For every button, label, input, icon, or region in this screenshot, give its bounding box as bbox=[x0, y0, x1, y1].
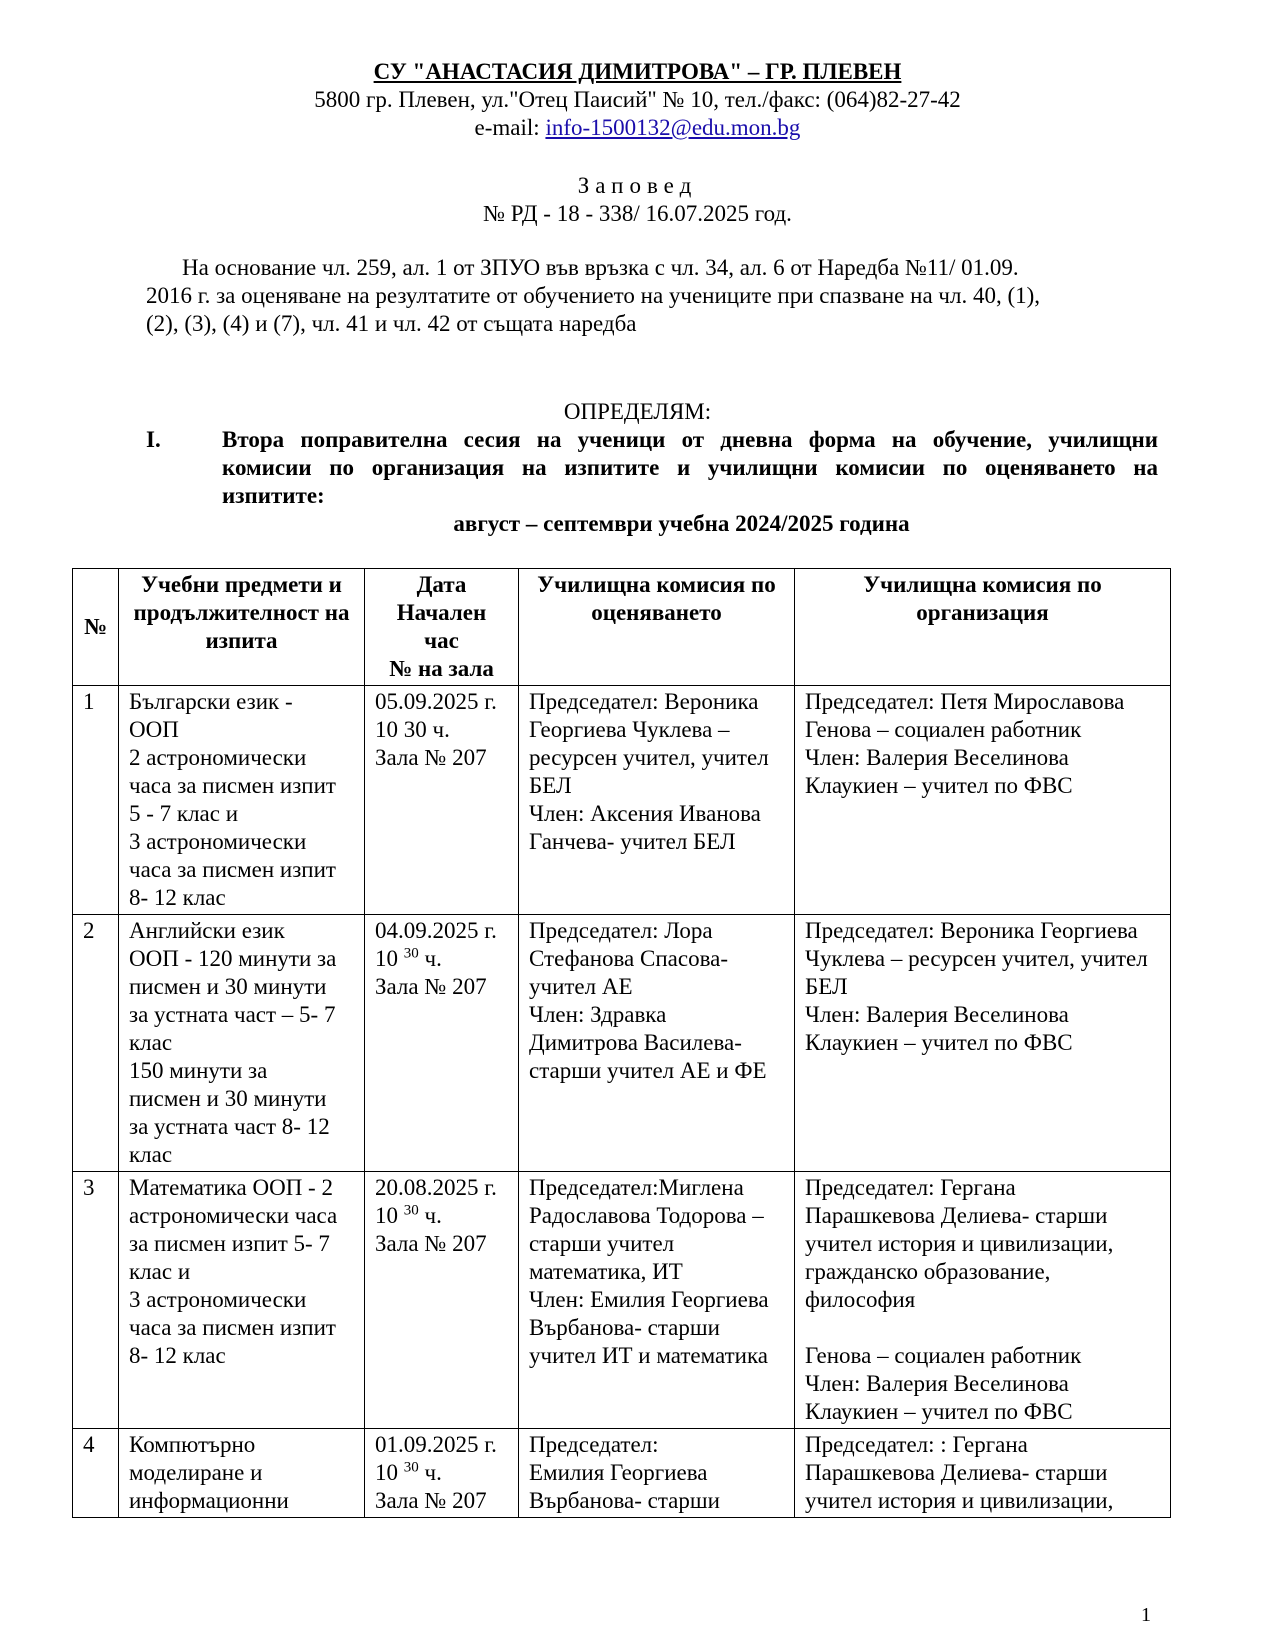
cell-line: Председател: Лора bbox=[529, 918, 713, 943]
cell-line: Ганчева- учител БЕЛ bbox=[529, 829, 736, 854]
cell-line: ООП bbox=[129, 717, 179, 742]
cell-line: за устната част – 5- 7 bbox=[129, 1002, 336, 1027]
school-name: СУ "АНАСТАСИЯ ДИМИТРОВА" – ГР. ПЛЕВЕН bbox=[373, 59, 902, 84]
legal-basis bbox=[146, 254, 1126, 338]
cell-line: информационни bbox=[129, 1488, 289, 1513]
col-header-number: № bbox=[73, 569, 119, 686]
cell-date bbox=[365, 915, 519, 1172]
cell-line: за писмен изпит 5- 7 bbox=[129, 1231, 330, 1256]
cell-line: часа за писмен изпит bbox=[129, 773, 336, 798]
cell-line: Георгиева Чуклева – bbox=[529, 717, 730, 742]
exam-room: Зала № 207 bbox=[375, 1231, 487, 1256]
cell-line: Радославова Тодорова – bbox=[529, 1203, 764, 1228]
exam-time bbox=[375, 945, 508, 973]
cell-number bbox=[73, 1429, 119, 1518]
cell-line: писмен и 30 минути bbox=[129, 974, 327, 999]
cell-number bbox=[73, 915, 119, 1172]
cell-line: 3 астрономически bbox=[129, 1287, 307, 1312]
order-number: № РД - 18 - 338/ 16.07.2025 год. bbox=[483, 201, 792, 226]
col-header-date-line: № на зала bbox=[389, 656, 494, 681]
time-minutes: 30 bbox=[403, 945, 419, 962]
row-number: 3 bbox=[83, 1175, 95, 1200]
cell-number bbox=[73, 686, 119, 915]
cell-date bbox=[365, 1429, 519, 1518]
legal-basis-line: На основание чл. 259, ал. 1 от ЗПУО във връзка с чл. 34, ал. 6 от Наредба №11/ 01.09. bbox=[182, 255, 1019, 280]
time-minutes: 30 bbox=[403, 1459, 419, 1476]
cell-org-committee bbox=[795, 1429, 1171, 1518]
cell-line: БЕЛ bbox=[805, 974, 848, 999]
exam-date: 20.08.2025 г. bbox=[375, 1175, 497, 1200]
cell-grading-committee bbox=[519, 1172, 795, 1429]
cell-line bbox=[805, 1314, 1160, 1342]
time-hour: 10 bbox=[375, 1203, 398, 1228]
section-heading bbox=[222, 426, 1158, 510]
cell-grading-committee bbox=[519, 686, 795, 915]
legal-basis-line: (2), (3), (4) и (7), чл. 41 и чл. 42 от същата наредба bbox=[146, 311, 637, 336]
time-hour: 10 bbox=[375, 1460, 398, 1485]
cell-line: часа за писмен изпит bbox=[129, 1315, 336, 1340]
cell-line: Върбанова- старши bbox=[529, 1315, 720, 1340]
exam-time: 10 30 ч. bbox=[375, 717, 450, 742]
exam-room: Зала № 207 bbox=[375, 1488, 487, 1513]
exam-room: Зала № 207 bbox=[375, 974, 487, 999]
exam-time bbox=[375, 1459, 508, 1487]
time-suffix: ч. bbox=[418, 1203, 442, 1228]
row-number: 2 bbox=[83, 918, 95, 943]
cell-line: Председател: Вероника Георгиева bbox=[805, 918, 1138, 943]
cell-line: Емилия Георгиева bbox=[529, 1460, 708, 1485]
cell-line: Член: Аксения Иванова bbox=[529, 801, 761, 826]
row-number: 4 bbox=[83, 1432, 95, 1457]
cell-line: Член: Валерия Веселинова bbox=[805, 1371, 1069, 1396]
cell-line: 150 минути за bbox=[129, 1058, 268, 1083]
cell-line: Член: Здравка bbox=[529, 1002, 667, 1027]
cell-line: ресурсен учител, учител bbox=[529, 745, 769, 770]
cell-line: Чуклева – ресурсен учител, учител bbox=[805, 946, 1148, 971]
table-row bbox=[73, 915, 1171, 1172]
cell-line: учител история и цивилизации, bbox=[805, 1488, 1114, 1513]
cell-line: учител история и цивилизации, bbox=[805, 1231, 1114, 1256]
table-header-row bbox=[73, 569, 1171, 686]
cell-line: Председател: Вероника bbox=[529, 689, 759, 714]
school-address: 5800 гр. Плевен, ул."Отец Паисий" № 10, тел./факс: (064)82-27-42 bbox=[314, 87, 961, 112]
cell-line: ООП - 120 минути за bbox=[129, 946, 337, 971]
cell-line: Председател: : Гергана bbox=[805, 1432, 1028, 1457]
academic-period: август – септември учебна 2024/2025 година bbox=[453, 511, 910, 536]
cell-line: Генова – социален работник bbox=[805, 1343, 1082, 1368]
legal-basis-line: 2016 г. за оценяване на резултатите от обучението на учениците при спазване на чл. 40, (1), bbox=[146, 283, 1041, 308]
cell-line: часа за писмен изпит bbox=[129, 857, 336, 882]
exam-time bbox=[375, 1202, 508, 1230]
cell-line: клас и bbox=[129, 1259, 191, 1284]
table-row bbox=[73, 1172, 1171, 1429]
col-header-grading-committee: Училищна комисия по оценяването bbox=[519, 569, 795, 686]
cell-line: за устната част 8- 12 bbox=[129, 1114, 330, 1139]
cell-line: БЕЛ bbox=[529, 773, 572, 798]
cell-line: Компютърно bbox=[129, 1432, 256, 1457]
cell-line: Председател: Гергана bbox=[805, 1175, 1016, 1200]
section-heading-line: комисии по организация на изпитите и училищни комисии по оценяването на bbox=[222, 455, 1158, 480]
section-numeral: I. bbox=[146, 427, 161, 452]
col-header-date-line: час bbox=[424, 628, 459, 653]
cell-line: старши учител bbox=[529, 1231, 675, 1256]
cell-line: 5 - 7 клас и bbox=[129, 801, 239, 826]
cell-line: клас bbox=[129, 1142, 173, 1167]
cell-line: учител АЕ bbox=[529, 974, 633, 999]
cell-date bbox=[365, 1172, 519, 1429]
table-row bbox=[73, 1429, 1171, 1518]
cell-line: Председател: bbox=[529, 1432, 659, 1457]
cell-line: старши учител АЕ и ФЕ bbox=[529, 1058, 767, 1083]
order-title: Заповед bbox=[577, 173, 698, 198]
row-number: 1 bbox=[83, 689, 95, 714]
cell-line: астрономически часа bbox=[129, 1203, 338, 1228]
cell-org-committee bbox=[795, 1172, 1171, 1429]
cell-line: Член: Валерия Веселинова bbox=[805, 745, 1069, 770]
time-minutes: 30 bbox=[403, 1202, 419, 1219]
page-number: 1 bbox=[1141, 1604, 1151, 1626]
cell-subject bbox=[119, 915, 365, 1172]
section-heading-line: изпитите: bbox=[222, 483, 325, 508]
cell-line: 2 астрономически bbox=[129, 745, 307, 770]
cell-line: моделиране и bbox=[129, 1460, 263, 1485]
cell-line: 8- 12 клас bbox=[129, 885, 226, 910]
determine-heading: ОПРЕДЕЛЯМ: bbox=[563, 399, 712, 424]
school-email-line bbox=[0, 114, 1275, 142]
col-header-date-line: Начален bbox=[396, 600, 487, 625]
exam-date: 05.09.2025 г. bbox=[375, 689, 497, 714]
cell-subject bbox=[119, 686, 365, 915]
cell-line: гражданско образование, bbox=[805, 1259, 1051, 1284]
cell-grading-committee bbox=[519, 1429, 795, 1518]
cell-line: Димитрова Василева- bbox=[529, 1030, 742, 1055]
exam-room: Зала № 207 bbox=[375, 745, 487, 770]
col-header-date-line: Дата bbox=[416, 572, 467, 597]
cell-line: Парашкевова Делиева- старши bbox=[805, 1460, 1108, 1485]
cell-number bbox=[73, 1172, 119, 1429]
cell-line: Български език - bbox=[129, 689, 293, 714]
cell-line: Парашкевова Делиева- старши bbox=[805, 1203, 1108, 1228]
cell-line: математика, ИТ bbox=[529, 1259, 683, 1284]
cell-line: Председател:Миглена bbox=[529, 1175, 744, 1200]
cell-line: Клаукиен – учител по ФВС bbox=[805, 773, 1073, 798]
time-suffix: ч. bbox=[418, 1460, 442, 1485]
email-link[interactable]: info-1500132@edu.mon.bg bbox=[545, 115, 801, 140]
col-header-subject: Учебни предмети и продължителност на изпита bbox=[119, 569, 365, 686]
cell-line: клас bbox=[129, 1030, 173, 1055]
email-label: e-mail: bbox=[474, 115, 546, 140]
cell-line: Член: Емилия Георгиева bbox=[529, 1287, 769, 1312]
col-header-date bbox=[365, 569, 519, 686]
cell-line: Английски език bbox=[129, 918, 285, 943]
cell-subject bbox=[119, 1429, 365, 1518]
time-suffix: ч. bbox=[418, 946, 442, 971]
exam-date: 01.09.2025 г. bbox=[375, 1432, 497, 1457]
exam-schedule-table bbox=[72, 568, 1171, 1518]
cell-line: писмен и 30 минути bbox=[129, 1086, 327, 1111]
table-row bbox=[73, 686, 1171, 915]
cell-line: Математика ООП - 2 bbox=[129, 1175, 333, 1200]
cell-line: Върбанова- старши bbox=[529, 1488, 720, 1513]
cell-grading-committee bbox=[519, 915, 795, 1172]
exam-date: 04.09.2025 г. bbox=[375, 918, 497, 943]
cell-line: учител ИТ и математика bbox=[529, 1343, 769, 1368]
cell-line: философия bbox=[805, 1287, 916, 1312]
cell-org-committee bbox=[795, 686, 1171, 915]
cell-date bbox=[365, 686, 519, 915]
cell-line: Генова – социален работник bbox=[805, 717, 1082, 742]
cell-org-committee bbox=[795, 915, 1171, 1172]
cell-line: 3 астрономически bbox=[129, 829, 307, 854]
cell-line: Председател: Петя Мирославова bbox=[805, 689, 1125, 714]
cell-line: Клаукиен – учител по ФВС bbox=[805, 1030, 1073, 1055]
cell-line: Член: Валерия Веселинова bbox=[805, 1002, 1069, 1027]
time-hour: 10 bbox=[375, 946, 398, 971]
section-heading-line: Втора поправителна сесия на ученици от дневна форма на обучение, училищни bbox=[222, 427, 1158, 452]
cell-subject bbox=[119, 1172, 365, 1429]
col-header-org-committee: Училищна комисия по организация bbox=[795, 569, 1171, 686]
cell-line: 8- 12 клас bbox=[129, 1343, 226, 1368]
cell-line: Стефанова Спасова- bbox=[529, 946, 729, 971]
cell-line: Клаукиен – учител по ФВС bbox=[805, 1399, 1073, 1424]
